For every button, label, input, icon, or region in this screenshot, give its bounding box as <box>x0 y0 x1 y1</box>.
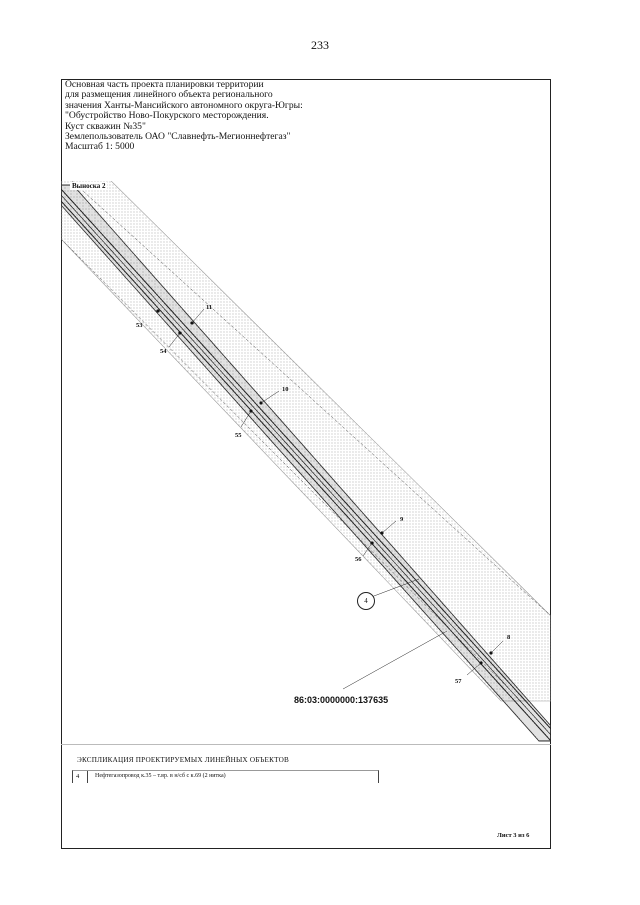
legend-divider <box>61 744 551 745</box>
map-area <box>61 181 551 744</box>
title-line: Землепользователь ОАО "Славнефть-Мегионнефтегаз" <box>65 131 291 143</box>
point-label: 10 <box>282 386 289 393</box>
turning-point <box>156 309 159 312</box>
sheet-number: Лист 3 из 6 <box>497 832 530 839</box>
object-marker: 4 <box>357 592 375 610</box>
point-label: 54 <box>160 348 167 355</box>
point-label: 11 <box>206 304 213 311</box>
pipeline-line <box>61 201 551 741</box>
title-line: для размещения линейного объекта регионального <box>65 89 273 101</box>
legend-title: ЭКСПЛИКАЦИЯ ПРОЕКТИРУЕМЫХ ЛИНЕЙНЫХ ОБЪЕКТОВ <box>77 756 290 764</box>
point-label: 53 <box>136 322 143 329</box>
scale-line: Масштаб 1: 5000 <box>65 141 135 153</box>
title-block <box>65 80 303 153</box>
title-line: "Обустройство Ново-Покурского месторождения. <box>65 110 269 122</box>
plan-drawing <box>61 181 551 744</box>
callout-label: Выноска 2 <box>72 182 106 190</box>
cadastral-number: 86:03:0000000:137635 <box>294 695 389 705</box>
pipeline-line <box>61 195 551 735</box>
legend-row <box>72 770 379 783</box>
legend-row-number: 4 <box>76 773 80 780</box>
legend-row-separator <box>87 771 88 783</box>
boundary-line <box>61 239 521 701</box>
title-line: значения Ханты-Мансийского автономного округа-Югры: <box>65 99 303 111</box>
page-number: 233 <box>311 38 329 52</box>
point-label: 9 <box>400 516 404 523</box>
point-label: 8 <box>507 634 511 641</box>
legend-row-text: Нефтегазопровод к.35 – т.вр. в н/сб с к.69 (2 нитка) <box>95 773 226 779</box>
leader-line <box>343 631 447 689</box>
point-label: 55 <box>235 432 242 439</box>
point-label: 56 <box>355 556 362 563</box>
title-line: Куст скважин №35" <box>65 120 146 132</box>
title-line: Основная часть проекта планировки территории <box>65 79 264 90</box>
point-label: 57 <box>455 678 462 685</box>
pipeline-line <box>61 189 551 729</box>
